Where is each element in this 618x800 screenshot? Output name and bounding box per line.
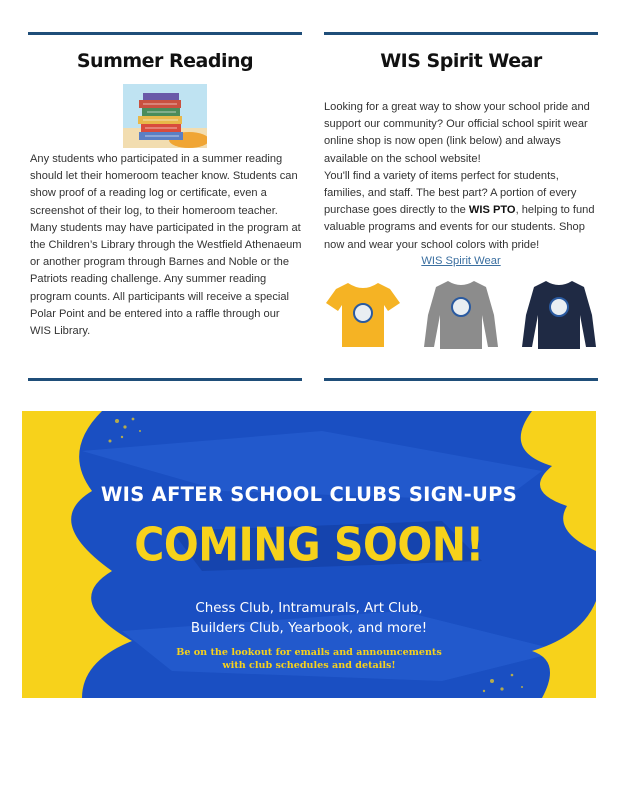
bottom-divider-right xyxy=(324,378,598,381)
summer-reading-section xyxy=(28,32,302,340)
pto-name: WIS PTO xyxy=(468,204,516,217)
spirit-wear-title: WIS Spirit Wear xyxy=(380,50,542,72)
books-stack-icon xyxy=(123,84,207,148)
top-divider xyxy=(28,32,302,35)
summer-reading-text: Any students who participated in a summer reading should let their homeroom teacher know. Students can show proof of a reading log or certificate, even a screenshot of their log, to their homeroom teacher. Many students may have participated in the program at the Children’s Library through the Westfield Athenaeum or another program through Barnes and Noble or the Patriots reading challenge. Any summer reading program counts. All participants will receive a special Polar Point and be entered into a raffle through our WIS Library. xyxy=(30,153,302,338)
banner-clubs-list: Chess Club, Intramurals, Art Club, Builders Club, Yearbook, and more! xyxy=(190,601,428,636)
summer-reading-title: Summer Reading xyxy=(76,50,254,72)
banner-headline: COMING SOON! xyxy=(134,518,484,572)
spirit-wear-section xyxy=(324,32,598,351)
spirit-wear-link[interactable]: WIS Spirit Wear xyxy=(421,254,501,267)
shirt-gallery xyxy=(324,275,598,351)
spirit-wear-paragraph-1: Looking for a great way to show your school pride and support our community? Our official school spirit wear online shop is now open (link below) and always available on the school website! xyxy=(324,101,590,165)
top-divider xyxy=(324,32,598,35)
navy-longsleeve-icon xyxy=(520,275,598,351)
banner-title: WIS AFTER SCHOOL CLUBS SIGN-UPS xyxy=(100,483,518,506)
gray-longsleeve-icon xyxy=(422,275,500,351)
bottom-divider-left xyxy=(28,378,302,381)
banner-note: Be on the lookout for emails and announcements with club schedules and details! xyxy=(176,647,442,671)
spirit-wear-paragraph-2: You'll find a variety of items perfect for students, families, and staff. The best part? A portion of every purchase goes directly to the WIS PTO, helping to fund valuable programs and events for our students. Shop now and wear your school colors with pride! xyxy=(324,169,595,251)
gold-tshirt-icon xyxy=(324,275,402,351)
after-school-clubs-banner xyxy=(22,411,596,698)
